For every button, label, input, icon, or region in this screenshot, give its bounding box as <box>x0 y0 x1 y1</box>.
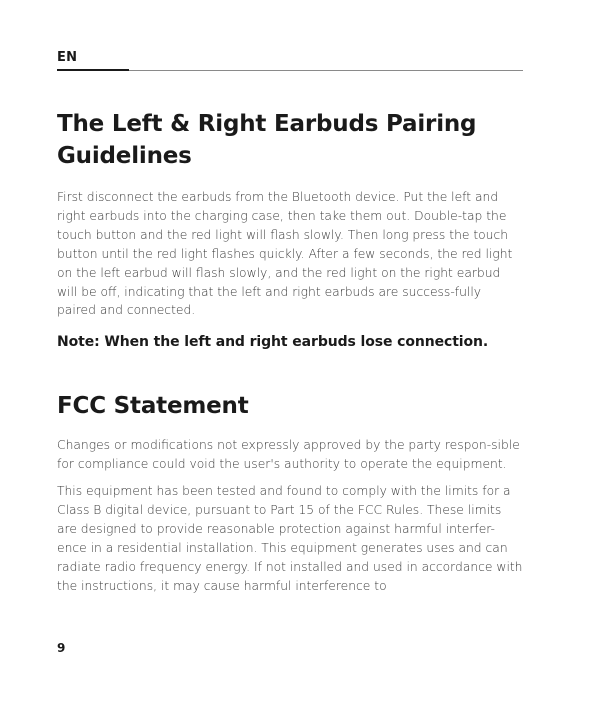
pairing-guidelines-heading: The Left & Right Earbuds Pairing Guidelines <box>57 111 477 169</box>
pairing-note: Note: When the left and right earbuds lose connection. <box>57 334 489 351</box>
pairing-instructions-paragraph: First disconnect the earbuds from the Bluetooth device. Put the left and right earbuds into the charging case, then take them out. Double-tap the touch button and the red light will flash slowly. Then long press the touch button until the red light flashes quickly. After a few seconds, the red light on the left earbud will flash slowly, and the red light on the right earbud will be off, indicating that the left and right earbuds are success-fully paired and connected. <box>57 190 513 318</box>
fcc-statement-heading: FCC Statement <box>57 393 249 420</box>
language-label: EN <box>57 50 78 65</box>
fcc-paragraph-compliance: This equipment has been tested and found to comply with the limits for a Class B digital device, pursuant to Part 15 of the FCC Rules. These limits are designed to provide reasonable protection against harmful interfer-ence in a residential installation. This equipment generates uses and can radiate radio frequency energy. If not installed and used in accordance with the instructions, it may cause harmful interference to <box>57 484 523 593</box>
page-number: 9 <box>57 641 66 655</box>
header-rule-accent <box>57 69 129 71</box>
fcc-paragraph-modifications: Changes or modifications not expressly approved by the party respon-sible for compliance could void the user's authority to operate the equipment. <box>57 438 520 472</box>
page-content <box>57 108 523 596</box>
